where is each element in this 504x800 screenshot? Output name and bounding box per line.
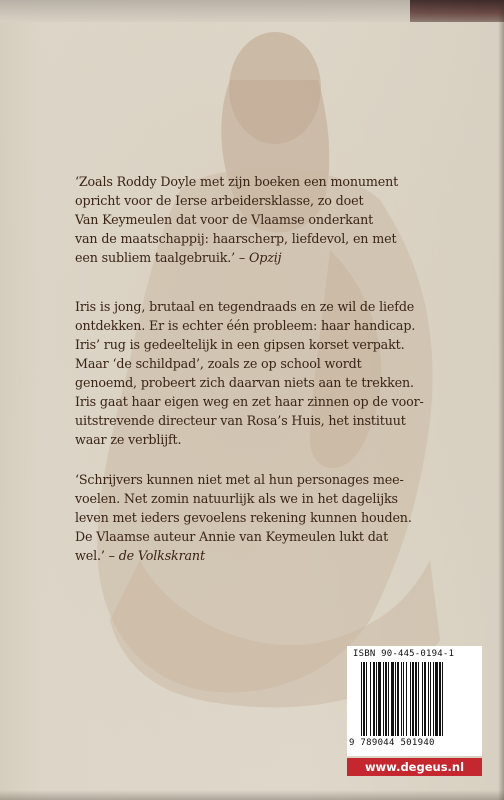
- blurb-line: uitstrevende directeur van Rosa’s Huis, het instituut: [75, 413, 406, 428]
- quote-text: wel.’ –: [75, 548, 119, 563]
- ean-digits: 9 789044 501940: [349, 738, 435, 748]
- quote-line: opricht voor de Ierse arbeidersklasse, zo doet: [75, 193, 364, 208]
- quote-line: ‘Schrijvers kunnen niet met al hun personages mee-: [75, 472, 404, 487]
- isbn-label: ISBN 90-445-0194-1: [353, 649, 455, 659]
- quote-line: [75, 546, 445, 565]
- quote-source: de Volkskrant: [118, 548, 205, 563]
- bottom-edge-shadow: [0, 790, 504, 800]
- quote-volkskrant: [75, 470, 445, 565]
- quote-line: Van Keymeulen dat voor de Vlaamse onderkant: [75, 212, 374, 227]
- blurb-line: waar ze verblijft.: [75, 432, 182, 447]
- barcode-panel: [347, 646, 482, 756]
- quote-line: De Vlaamse auteur Annie van Keymeulen lukt dat: [75, 529, 389, 544]
- right-edge-shadow: [498, 0, 504, 800]
- publisher-url[interactable]: www.degeus.nl: [347, 758, 482, 776]
- blurb-line: Iris is jong, brutaal en tegendraads en ze wil de liefde: [75, 299, 415, 314]
- quote-line: leven met ieders gevoelens rekening kunnen houden.: [75, 510, 412, 525]
- quote-source: Opzij: [249, 250, 282, 265]
- quote-line: van de maatschappij: haarscherp, liefdevol, en met: [75, 231, 397, 246]
- quote-line: voelen. Net zomin natuurlijk als we in het dagelijks: [75, 491, 398, 506]
- blurb-line: ontdekken. Er is echter één probleem: haar handicap.: [75, 318, 416, 333]
- blurb-paragraph: [75, 297, 445, 449]
- quote-line: ‘Zoals Roddy Doyle met zijn boeken een monument: [75, 174, 399, 189]
- quote-line: [75, 248, 445, 267]
- blurb-line: genoemd, probeert zich daarvan niets aan te trekken.: [75, 375, 414, 390]
- blurb-line: Maar ‘de schildpad’, zoals ze op school wordt: [75, 356, 362, 371]
- blurb-line: Iris’ rug is gedeeltelijk in een gipsen korset verpakt.: [75, 337, 405, 352]
- quote-opzij: [75, 172, 445, 267]
- quote-text: een subliem taalgebruik.’ –: [75, 250, 250, 265]
- blurb-line: Iris gaat haar eigen weg en zet haar zinnen op de voor-: [75, 394, 424, 409]
- barcode-icon: [361, 662, 471, 736]
